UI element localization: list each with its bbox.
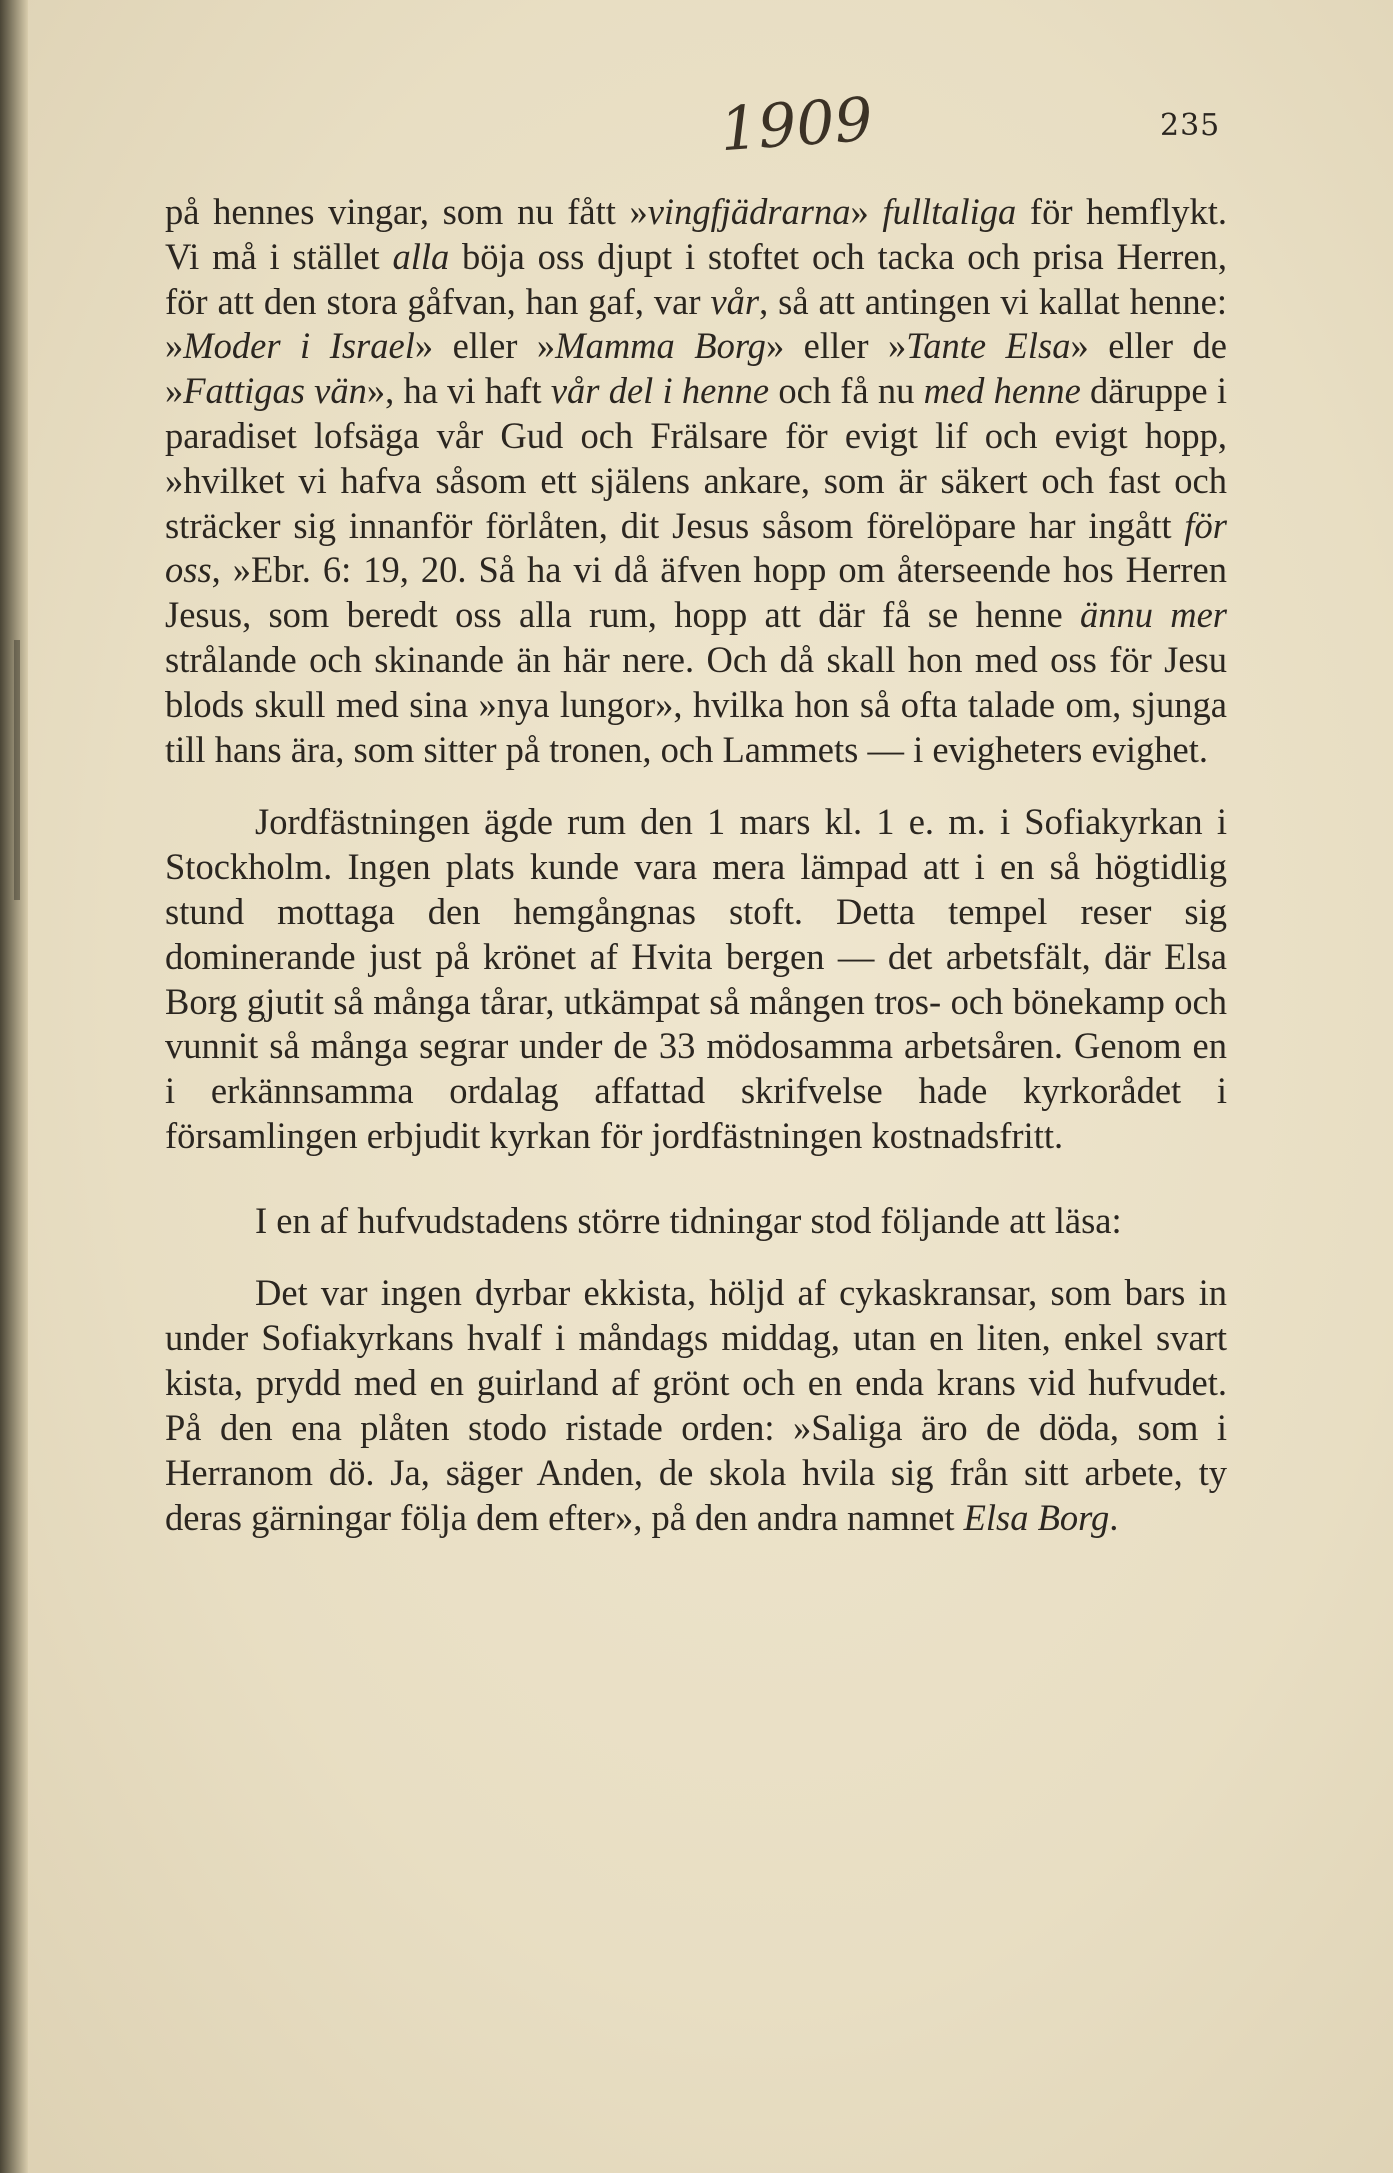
paragraph-continuation: på hennes vingar, som nu fått »vingfjädrarna» fulltaliga för hemflykt. Vi må i stället alla böja oss djupt i stoftet och tacka och prisa Herren, för att den stora gåfvan, han gaf, var vår, så att antingen vi kallat henne: »Moder i Israel» eller »Mamma Borg» eller »Tante Elsa» eller de »Fattigas vän», ha vi haft vår del i henne och få nu med henne däruppe i paradiset lofsäga vår Gud och Frälsare för evigt lif och evigt hopp, »hvilket vi hafva såsom ett själens ankare, som är säkert och fast och sträcker sig innanför förlåten, dit Jesus såsom förelöpare har ingått för oss, »Ebr. 6: 19, 20. Så ha vi då äfven hopp om återseende hos Herren Jesus, som beredt oss alla rum, hopp att där få se henne ännu mer strålande och skinande än här nere. Och då skall hon med oss för Jesu blods skull med sina »nya lungor», hvilka hon så ofta talade om, sjunga till hans ära, som sitter på tronen, och Lammets — i evigheters evighet. xyxy=(165,191,1228,770)
binding-mark xyxy=(14,640,20,900)
book-spine-shadow xyxy=(0,0,28,2173)
paragraph-funeral: Jordfästningen ägde rum den 1 mars kl. 1 e. m. i Sofiakyrkan i Stockholm. Ingen plats kunde vara mera lämpad att i en så högtidlig stund mottaga den hemgångnas stoft. Detta tempel reser sig dominerande just på krönet af Hvita bergen — det arbetsfält, där Elsa Borg gjutit så många tårar, utkämpat så mången tros- och bönekamp och vunnit så många segrar under de 33 mödosamma arbetsåren. Genom en i erkännsamma ordalag affattad skrifvelse hade kyrkorådet i församlingen erbjudit kyrkan för jordfästningen kostnadsfritt. xyxy=(165,801,1227,1156)
handwritten-year-annotation: 1909 xyxy=(717,84,875,166)
paragraph-newspaper-quote: Det var ingen dyrbar ekkista, höljd af cykaskransar, som bars in under Sofiakyrkans hvalf i måndags middag, utan en liten, enkel svart kista, prydd med en guirland af grönt och en enda krans vid hufvudet. På den ena plåten stodo ristade orden: »Saliga äro de döda, som i Herranom dö. Ja, säger Anden, de skola hvila sig från sitt arbete, ty deras gärningar följa dem efter», på den andra namnet Elsa Borg. xyxy=(165,1271,1227,1538)
body-text xyxy=(165,190,1227,1540)
page-number: 235 xyxy=(1160,108,1221,143)
paragraph-newspaper-intro: I en af hufvudstadens större tidningar stod följande att läsa: xyxy=(255,1199,1122,1241)
